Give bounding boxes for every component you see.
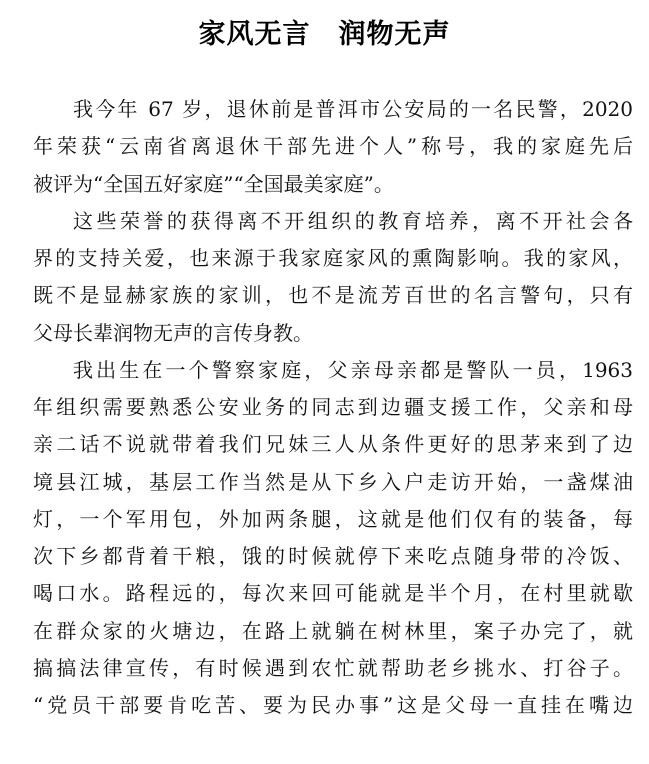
paragraph-3-line-1: 我出生在一个警察家庭，父亲母亲都是警队一员，1963	[73, 357, 633, 382]
paragraph-3-line-9: 搞搞法律宣传，有时候遇到农忙就帮助老乡挑水、打谷子。	[33, 655, 633, 680]
paragraph-4-line-1: “党员干部要肯吃苦、要为民办事”这是父母一直挂在嘴边	[33, 693, 633, 717]
paragraph-3-line-2: 年组织需要熟悉公安业务的同志到边疆支援工作，父亲和母	[33, 395, 633, 419]
document-body	[33, 91, 633, 724]
paragraph-1-line-3: 被评为“全国五好家庭”“全国最美家庭”。	[33, 171, 394, 196]
paragraph-2-line-3: 既不是显赫家族的家训，也不是流芳百世的名言警句，只有	[33, 283, 633, 308]
document-title: 家风无言 润物无声	[198, 19, 451, 50]
paragraph-1-line-2: 年荣获“云南省离退休干部先进个人”称号，我的家庭先后	[33, 134, 633, 159]
paragraph-3-line-4: 境县江城，基层工作当然是从下乡入户走访开始，一盏煤油	[33, 469, 633, 494]
paragraph-3-line-6: 次下乡都背着干粮，饿的时候就停下来吃点随身带的冷饭、	[33, 544, 633, 568]
paragraph-2-line-2: 界的支持关爱，也来源于我家庭家风的熏陶影响。我的家风，	[33, 246, 633, 270]
paragraph-2-line-1: 这些荣誉的获得离不开组织的教育培养，离不开社会各	[73, 208, 633, 233]
paragraph-2-line-4: 父母长辈润物无声的言传身教。	[33, 320, 313, 345]
paragraph-3-line-3: 亲二话不说就带着我们兄妹三人从条件更好的思茅来到了边	[33, 432, 633, 457]
paragraph-3-line-8: 在群众家的火塘边，在路上就躺在树林里，案子办完了，就	[33, 618, 633, 643]
paragraph-3-line-5: 灯，一个军用包，外加两条腿，这就是他们仅有的装备，每	[33, 506, 633, 531]
paragraph-3-line-7: 喝口水。路程远的，每次来回可能就是半个月，在村里就歇	[33, 581, 633, 606]
paragraph-1-line-1: 我今年 67 岁，退休前是普洱市公安局的一名民警，2020	[73, 97, 633, 121]
